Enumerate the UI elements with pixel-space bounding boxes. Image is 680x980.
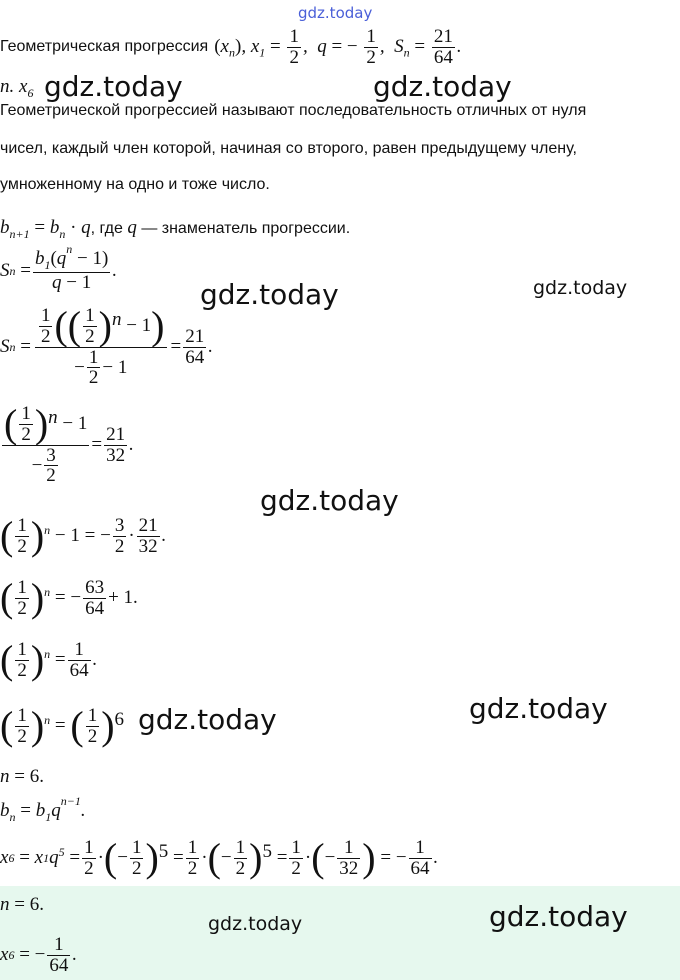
watermark-3: gdz.today (200, 278, 339, 311)
watermark-4: gdz.today (533, 277, 628, 299)
definition-line-2: чисел, каждый член которой, начиная со второго, равен предыдущему члену, (0, 140, 577, 157)
step-add-one: ( $\frac{1}{2}$ ) $^n$ = − $\frac{63}{64}$ + 1. (0, 575, 138, 620)
step-power-compare: ( $\frac{1}{2}$ ) $^n$ = ( $\frac{1}{2}$ ) $^6$ (0, 703, 125, 748)
definition-line-3: умноженному на одно и тоже число. (0, 176, 270, 193)
answer-n: n = 6. (0, 894, 44, 915)
problem-find: n. $x_6$ (0, 76, 34, 100)
problem-statement (0, 24, 462, 70)
watermark-7: gdz.today (469, 692, 608, 725)
step-simplify: ( $\frac{1}{2}$ ) $^n$ = $\frac{1}{64}$ . (0, 637, 98, 682)
step-n-result: n = 6. (0, 766, 44, 787)
step-substitution: S n = $\frac{1}{2}$ ( ( $\frac{1}{2}$ ) $^n$ − 1 ) − $\frac{1}{2}$ − 1 = $\frac{21}{64}$ . (0, 303, 213, 389)
recurrence-formula: $b_{n+1} = b_n \cdot q$, где q — знаменатель прогрессии. (0, 217, 351, 241)
answer-x6: x 6 = − $\frac{1}{64}$ . (0, 933, 78, 976)
step-sum-formula: S n = $\frac{b_1(q^n - 1)}{q - 1}$ . (0, 242, 118, 293)
step-x6-computation: x 6 = x 1 q $^5$ = $\frac{1}{2}$ · ( − $\frac{1}{2}$ ) $^5$ = $\frac{1}{2}$ · ( − $\frac{1}{2}$ ) $^5$ = $\frac{1}{2}$ · ( − $\frac{1}{32}$ ) = − $\frac{1}{64}$ . (0, 835, 439, 880)
problem-prefix: Геометрическая прогрессия (0, 38, 209, 55)
step-multiply: ( $\frac{1}{2}$ ) $^n$ − 1 = − $\frac{3}{2}$ · $\frac{21}{32}$ . (0, 513, 167, 558)
definition-line-1: Геометрической прогрессией называют последовательность отличных от нуля (0, 102, 587, 119)
step-nth-term-formula: $b_n = b_1q^{n-1}$. (0, 794, 86, 824)
watermark-1: gdz.today (44, 70, 183, 103)
watermark-top: gdz.today (298, 4, 373, 22)
watermark-8: gdz.today (208, 913, 303, 935)
watermark-6: gdz.today (138, 703, 277, 736)
problem-given: $(x_n)$, $x_1$ = $\frac{1}{2}$ , q = − $\frac{1}{2}$ , $S_n$ = $\frac{21}{64}$ . (214, 25, 462, 68)
watermark-9: gdz.today (489, 900, 628, 933)
watermark-2: gdz.today (373, 70, 512, 103)
watermark-5: gdz.today (260, 484, 399, 517)
step-divide: ( $\frac{1}{2}$ ) $^n$ − 1 − $\frac{3}{2}$ = $\frac{21}{32}$ . (4, 401, 134, 487)
